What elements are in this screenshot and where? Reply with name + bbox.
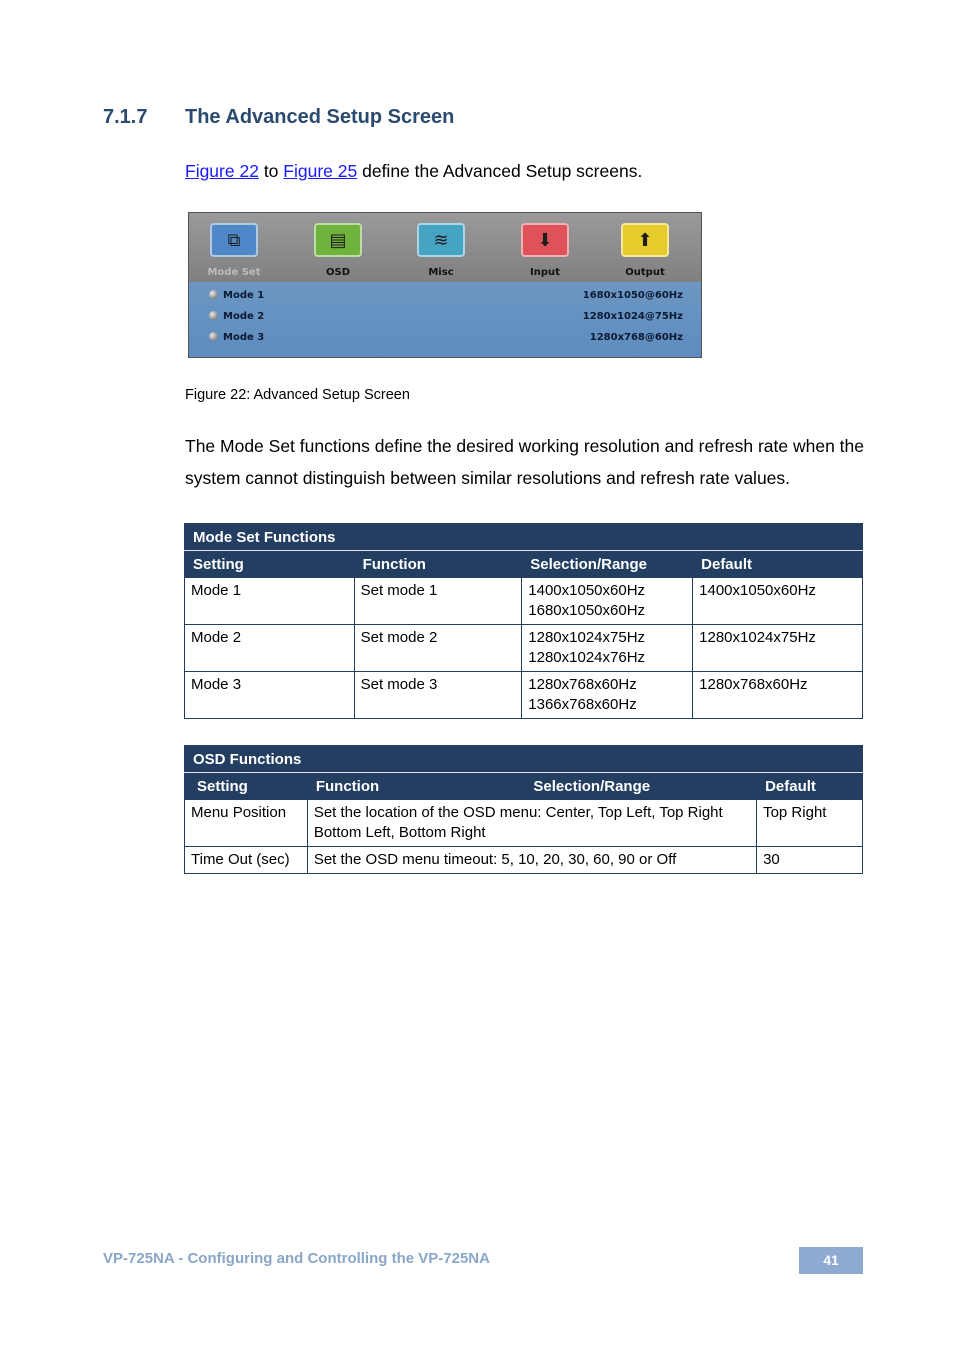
table-row: [185, 672, 863, 719]
osd-tab-output: [614, 223, 676, 278]
table-title: OSD Functions: [185, 746, 863, 773]
figure-22-link[interactable]: Figure 22: [185, 161, 259, 181]
osd-mode-list: [189, 282, 701, 357]
function-cell: Set the OSD menu timeout: 5, 10, 20, 30, 60, 90 or Off: [307, 847, 756, 874]
table-title: Mode Set Functions: [185, 524, 863, 551]
intro-connector: to: [263, 161, 279, 181]
range-cell: [522, 672, 693, 719]
osd-mode-value: 1280x1024@75Hz: [582, 311, 683, 322]
range-value: 1366x768x60Hz: [528, 696, 637, 713]
osd-mode-row: [209, 290, 683, 306]
osd-mode-label: Mode 2: [223, 311, 265, 322]
osd-screenshot: [188, 212, 702, 358]
range-value: 1280x1024x76Hz: [528, 649, 646, 666]
figure-caption: Figure 22: Advanced Setup Screen: [185, 387, 410, 403]
osd-tab-osd: [307, 223, 369, 278]
osd-tab-label: Mode Set: [207, 267, 261, 278]
setting-cell: Mode 2: [185, 625, 355, 672]
table-row: [185, 625, 863, 672]
upload-icon: ⬆: [621, 223, 669, 257]
document-icon: ▤: [314, 223, 362, 257]
default-cell: 1400x1050x60Hz: [693, 578, 863, 625]
osd-mode-value: 1280x768@60Hz: [589, 332, 683, 343]
range-cell: [522, 625, 693, 672]
setting-cell: Mode 3: [185, 672, 355, 719]
table-row: [185, 800, 863, 847]
bullet-icon: [209, 290, 218, 299]
osd-tab-misc: [410, 223, 472, 278]
column-header-range: Selection/Range: [525, 773, 757, 800]
footer-title: VP-725NA - Configuring and Controlling the VP-725NA: [103, 1250, 490, 1267]
function-cell: Set mode 1: [354, 578, 522, 625]
setting-cell: Menu Position: [185, 800, 308, 847]
osd-tab-label: Misc: [428, 267, 454, 278]
setting-cell: Time Out (sec): [185, 847, 308, 874]
function-cell: Set mode 3: [354, 672, 522, 719]
column-header-range: Selection/Range: [522, 551, 693, 578]
intro-sentence: [185, 161, 642, 182]
column-header-default: Default: [757, 773, 863, 800]
download-icon: ⬇: [521, 223, 569, 257]
function-cell: Set the location of the OSD menu: Center, Top Left, Top Right Bottom Left, Bottom Right: [307, 800, 756, 847]
body-paragraph: The Mode Set functions define the desired working resolution and refresh rate when the system cannot distinguish between similar resolutions and refresh rate values.: [185, 436, 865, 488]
table-row: [185, 847, 863, 874]
section-heading: [103, 106, 454, 129]
setting-cell: Mode 1: [185, 578, 355, 625]
bullet-icon: [209, 332, 218, 341]
osd-mode-row: [209, 311, 683, 327]
default-cell: 30: [757, 847, 863, 874]
osd-mode-value: 1680x1050@60Hz: [582, 290, 683, 301]
column-header-default: Default: [693, 551, 863, 578]
windows-icon: ⧉: [210, 223, 258, 257]
mode-set-table: [184, 523, 863, 719]
default-cell: 1280x768x60Hz: [693, 672, 863, 719]
osd-tab-label: Input: [530, 267, 560, 278]
osd-mode-row: [209, 332, 683, 348]
range-value: 1400x1050x60Hz: [528, 582, 646, 599]
range-cell: [522, 578, 693, 625]
section-number: 7.1.7: [103, 106, 148, 128]
layers-icon: ≋: [417, 223, 465, 257]
function-cell: Set mode 2: [354, 625, 522, 672]
osd-tab-input: [514, 223, 576, 278]
osd-mode-label: Mode 1: [223, 290, 265, 301]
range-value: 1680x1050x60Hz: [528, 602, 646, 619]
section-title: The Advanced Setup Screen: [185, 106, 455, 128]
column-header-function: Function: [307, 773, 525, 800]
column-header-function: Function: [354, 551, 522, 578]
default-cell: 1280x1024x75Hz: [693, 625, 863, 672]
intro-rest: define the Advanced Setup screens.: [362, 161, 643, 181]
figure-25-link[interactable]: Figure 25: [283, 161, 358, 181]
osd-tab-label: OSD: [325, 267, 350, 278]
osd-mode-label: Mode 3: [223, 332, 265, 343]
column-header-setting: Setting: [185, 551, 355, 578]
osd-tab-label: Output: [625, 267, 665, 278]
default-cell: Top Right: [757, 800, 863, 847]
range-value: 1280x1024x75Hz: [528, 629, 646, 646]
osd-tab-bar: [189, 213, 701, 282]
page-number: 41: [799, 1247, 863, 1274]
osd-functions-table: [184, 745, 863, 874]
range-value: 1280x768x60Hz: [528, 676, 637, 693]
osd-tab-mode-set: [203, 223, 265, 278]
bullet-icon: [209, 311, 218, 320]
table-row: [185, 578, 863, 625]
column-header-setting: Setting: [185, 773, 308, 800]
